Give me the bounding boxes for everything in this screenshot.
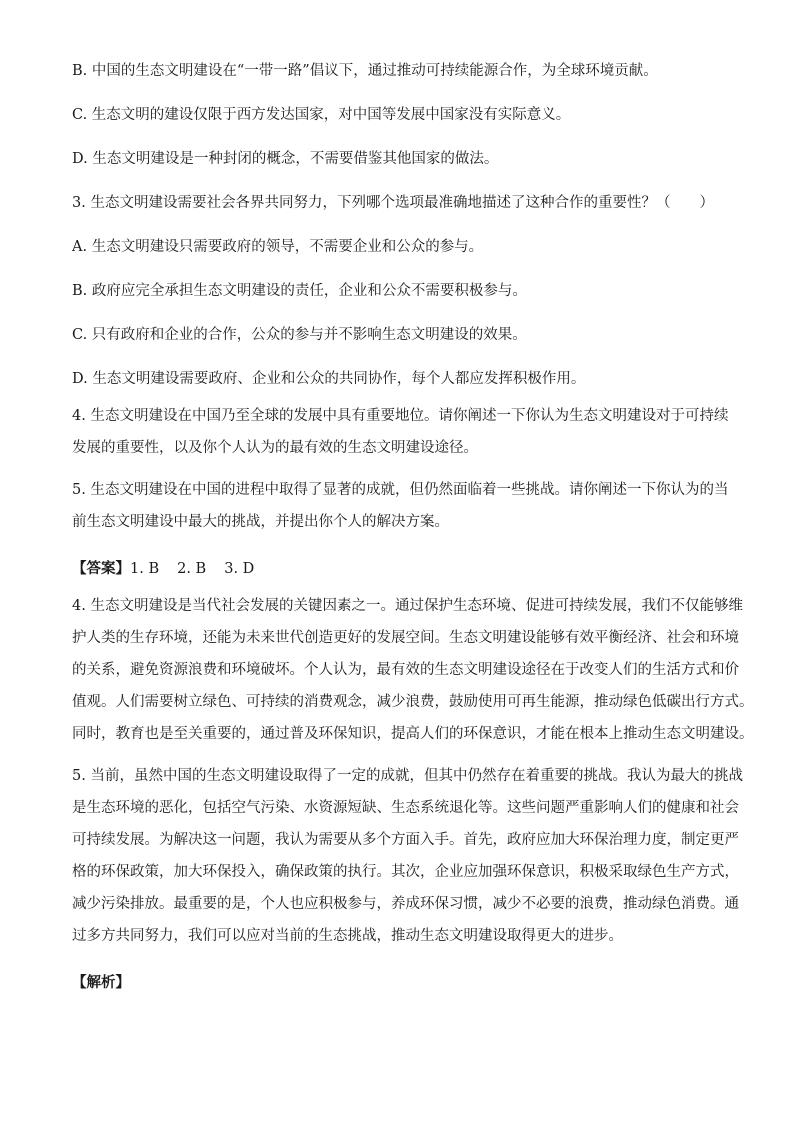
- q5-question: [72, 474, 732, 538]
- answer-5-paragraph: [72, 760, 743, 952]
- answer-item: 2. B: [177, 561, 207, 577]
- q4-question: [72, 400, 732, 464]
- answer-4-line: 值观。人们需要树立绿色、可持续的消费观念，减少浪费，鼓励使用可再生能源，推动绿色低碳出行方式。: [72, 694, 754, 710]
- answer-4-line: 护人类的生存环境，还能为未来世代创造更好的发展空间。生态文明建设能够有效平衡经济、社会和环境: [72, 630, 739, 646]
- q2-option-c: C. 生态文明的建设仅限于西方发达国家，对中国等发展中国家没有实际意义。: [72, 107, 571, 123]
- answer-5-line: 过多方共同努力，我们可以应对当前的生态挑战，推动生态文明建设取得更大的进步。: [72, 928, 623, 944]
- analysis-heading: [72, 972, 732, 994]
- answer-key: [72, 558, 732, 580]
- answer-5-line: 是生态环境的恶化，包括空气污染、水资源短缺、生态系统退化等。这些问题严重影响人们的健康和社会: [72, 800, 739, 816]
- answer-4-line: 同时，教育也是至关重要的，通过普及环保知识，提高人们的环保意识，才能在根本上推动生态文明建设。: [72, 726, 754, 742]
- q3-stem: 3. 生态文明建设需要社会各界共同努力，下列哪个选项最准确地描述了这种合作的重要性？（ ）: [72, 195, 714, 211]
- answer-item: 3. D: [224, 561, 255, 577]
- answer-5-line: 5. 当前，虽然中国的生态文明建设取得了一定的成就，但其中仍然存在着重要的挑战。我认为最大的挑战: [72, 768, 743, 784]
- q4-line: 发展的重要性，以及你个人认为的最有效的生态文明建设途径。: [72, 440, 478, 456]
- answer-5-line: 减少污染排放。最重要的是，个人也应积极参与，养成环保习惯，减少不必要的浪费，推动绿色消费。通: [72, 896, 739, 912]
- answer-5-line: 可持续发展。为解决这一问题，我认为需要从多个方面入手。首先，政府应加大环保治理力度，制定更严: [72, 832, 739, 848]
- q5-line: 5. 生态文明建设在中国的进程中取得了显著的成就，但仍然面临着一些挑战。请你阐述一下你认为的当: [72, 482, 729, 498]
- q3-option-b: B. 政府应完全承担生态文明建设的责任，企业和公众不需要积极参与。: [72, 283, 527, 299]
- analysis-tag: 【解析】: [72, 974, 130, 991]
- q3-option-a: A. 生态文明建设只需要政府的领导，不需要企业和公众的参与。: [72, 239, 484, 255]
- answer-4-line: 4. 生态文明建设是当代社会发展的关键因素之一。通过保护生态环境、促进可持续发展，我们不仅能够维: [72, 598, 743, 614]
- q3-option-c: C. 只有政府和企业的合作，公众的参与并不影响生态文明建设的效果。: [72, 327, 527, 343]
- q4-line: 4. 生态文明建设在中国乃至全球的发展中具有重要地位。请你阐述一下你认为生态文明建设对于可持续: [72, 408, 729, 424]
- q2-option-b: B. 中国的生态文明建设在“一带一路”倡议下，通过推动可持续能源合作，为全球环境贡献。: [72, 63, 658, 79]
- answer-4-line: 的关系，避免资源浪费和环境破坏。个人认为，最有效的生态文明建设途径在于改变人们的生活方式和价: [72, 662, 739, 678]
- q2-option-d: D. 生态文明建设是一种封闭的概念，不需要借鉴其他国家的做法。: [72, 151, 499, 167]
- answer-item: 1. B: [130, 561, 160, 577]
- document-page: [72, 60, 754, 994]
- q5-line: 前生态文明建设中最大的挑战，并提出你个人的解决方案。: [72, 514, 449, 530]
- answer-4-paragraph: [72, 590, 754, 750]
- answer-tag: 【答案】: [72, 560, 130, 577]
- q3-option-d: D. 生态文明建设需要政府、企业和公众的共同协作，每个人都应发挥积极作用。: [72, 371, 586, 387]
- answer-5-line: 格的环保政策，加大环保投入，确保政策的执行。其次，企业应加强环保意识，积极采取绿色生产方式，: [72, 864, 739, 880]
